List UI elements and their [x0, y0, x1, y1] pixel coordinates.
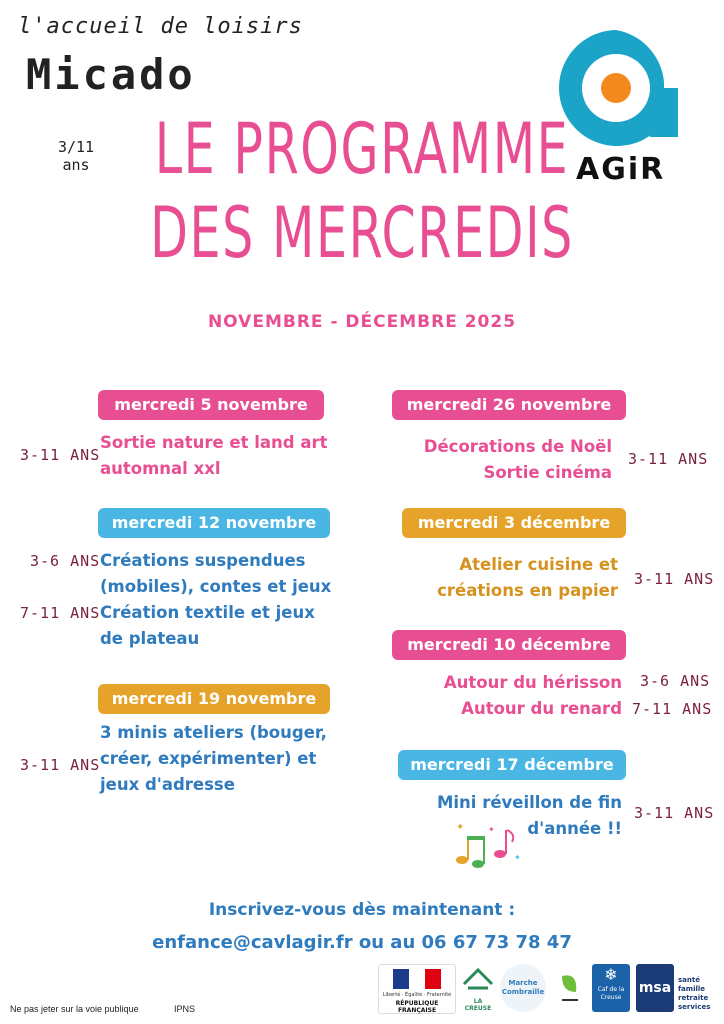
la-creuse-logo — [460, 964, 496, 1012]
footer-note: Ne pas jeter sur la voie publique — [10, 1004, 139, 1014]
activity-line: automnal xxl — [100, 459, 221, 478]
caf-logo — [592, 964, 630, 1012]
date-pill-3-dec: mercredi 3 décembre — [402, 508, 626, 538]
date-pill-17-dec: mercredi 17 décembre — [398, 750, 626, 780]
age-label: 7-11 ANS — [632, 700, 713, 718]
page-title-line2: DES MERCREDIS — [150, 192, 574, 274]
activity-desc — [100, 430, 328, 482]
age-label: 3-11 ANS — [20, 756, 101, 774]
marche-combraille-logo — [500, 964, 546, 1012]
activity-line: Autour du hérisson — [443, 673, 622, 692]
activity-line: Atelier cuisine et — [459, 555, 618, 574]
activity-line: (mobiles), contes et jeux — [100, 577, 332, 596]
svg-text:✦: ✦ — [456, 822, 465, 833]
date-pill-19-nov: mercredi 19 novembre — [98, 684, 330, 714]
activity-desc — [380, 670, 622, 722]
svg-text:✦: ✦ — [514, 853, 521, 862]
activity-line: 3 minis ateliers (bouger, — [100, 723, 327, 742]
age-label: 3-6 ANS — [640, 672, 711, 690]
rf-motto: Liberté · Égalité · Fraternité — [382, 992, 452, 998]
music-notes-icon — [452, 820, 522, 872]
svg-text:✦: ✦ — [488, 825, 495, 834]
activity-desc — [100, 548, 331, 652]
registration-cta: Inscrivez-vous dès maintenant : — [208, 900, 516, 920]
house-icon — [460, 964, 496, 994]
activity-desc — [380, 434, 612, 486]
age-label: 7-11 ANS — [20, 604, 101, 622]
activity-line: de plateau — [100, 629, 200, 648]
age-range-value: 3/11 — [57, 138, 95, 156]
republique-francaise-logo — [378, 964, 456, 1014]
activity-desc — [380, 552, 618, 604]
activity-line: Autour du renard — [461, 699, 622, 718]
msa-tagline — [678, 976, 710, 1012]
activity-line: jeux d'adresse — [100, 775, 235, 794]
date-pill-10-dec: mercredi 10 décembre — [392, 630, 626, 660]
age-label: 3-11 ANS — [634, 570, 715, 588]
msa-line: services — [678, 1003, 711, 1011]
agir-logo-text: AGiR — [576, 152, 666, 187]
age-label: 3-11 ANS — [20, 446, 101, 464]
period-subtitle: NOVEMBRE - DÉCEMBRE 2025 — [207, 312, 517, 332]
ipns-label: IPNS — [174, 1004, 196, 1014]
brand-tagline: l'accueil de loisirs — [18, 14, 303, 39]
caf-label: Caf de la Creuse — [597, 986, 625, 1001]
activity-line: Sortie cinéma — [483, 463, 612, 482]
activity-line: Créations suspendues — [100, 551, 306, 570]
msa-logo — [636, 964, 674, 1012]
activity-line: Mini réveillon de fin — [436, 793, 622, 812]
activity-desc — [100, 720, 327, 798]
msa-label: msa — [638, 980, 672, 996]
activity-line: Sortie nature et land art — [100, 433, 328, 452]
date-pill-5-nov: mercredi 5 novembre — [98, 390, 324, 420]
brand-name: Micado — [26, 50, 196, 99]
activity-line: Création textile et jeux — [100, 603, 315, 622]
age-label: 3-11 ANS — [634, 804, 715, 822]
msa-line: famille — [678, 985, 706, 993]
activity-line: créer, expérimenter) et — [100, 749, 317, 768]
age-label: 3-6 ANS — [30, 552, 101, 570]
marche-combraille-label: Marche Combraille — [501, 979, 545, 996]
rf-label: RÉPUBLIQUE FRANÇAISE — [395, 1000, 439, 1014]
activity-line: Décorations de Noël — [423, 437, 612, 456]
date-pill-12-nov: mercredi 12 novembre — [98, 508, 330, 538]
activity-line: d'année !! — [527, 819, 622, 838]
msa-line: santé — [678, 976, 700, 984]
activity-line: créations en papier — [437, 581, 618, 600]
age-range-unit: ans — [62, 156, 90, 174]
la-creuse-label: LA CREUSE — [464, 998, 492, 1012]
contact-info[interactable]: enfance@cavlagir.fr ou au 06 67 73 78 47 — [152, 932, 572, 953]
age-label: 3-11 ANS — [628, 450, 709, 468]
partner-leaf-icon — [556, 970, 584, 1010]
snowflake-icon: ❄ — [604, 965, 618, 984]
msa-line: retraite — [678, 994, 709, 1002]
date-pill-26-nov: mercredi 26 novembre — [392, 390, 626, 420]
page-title-line1: LE PROGRAMME — [154, 108, 570, 190]
